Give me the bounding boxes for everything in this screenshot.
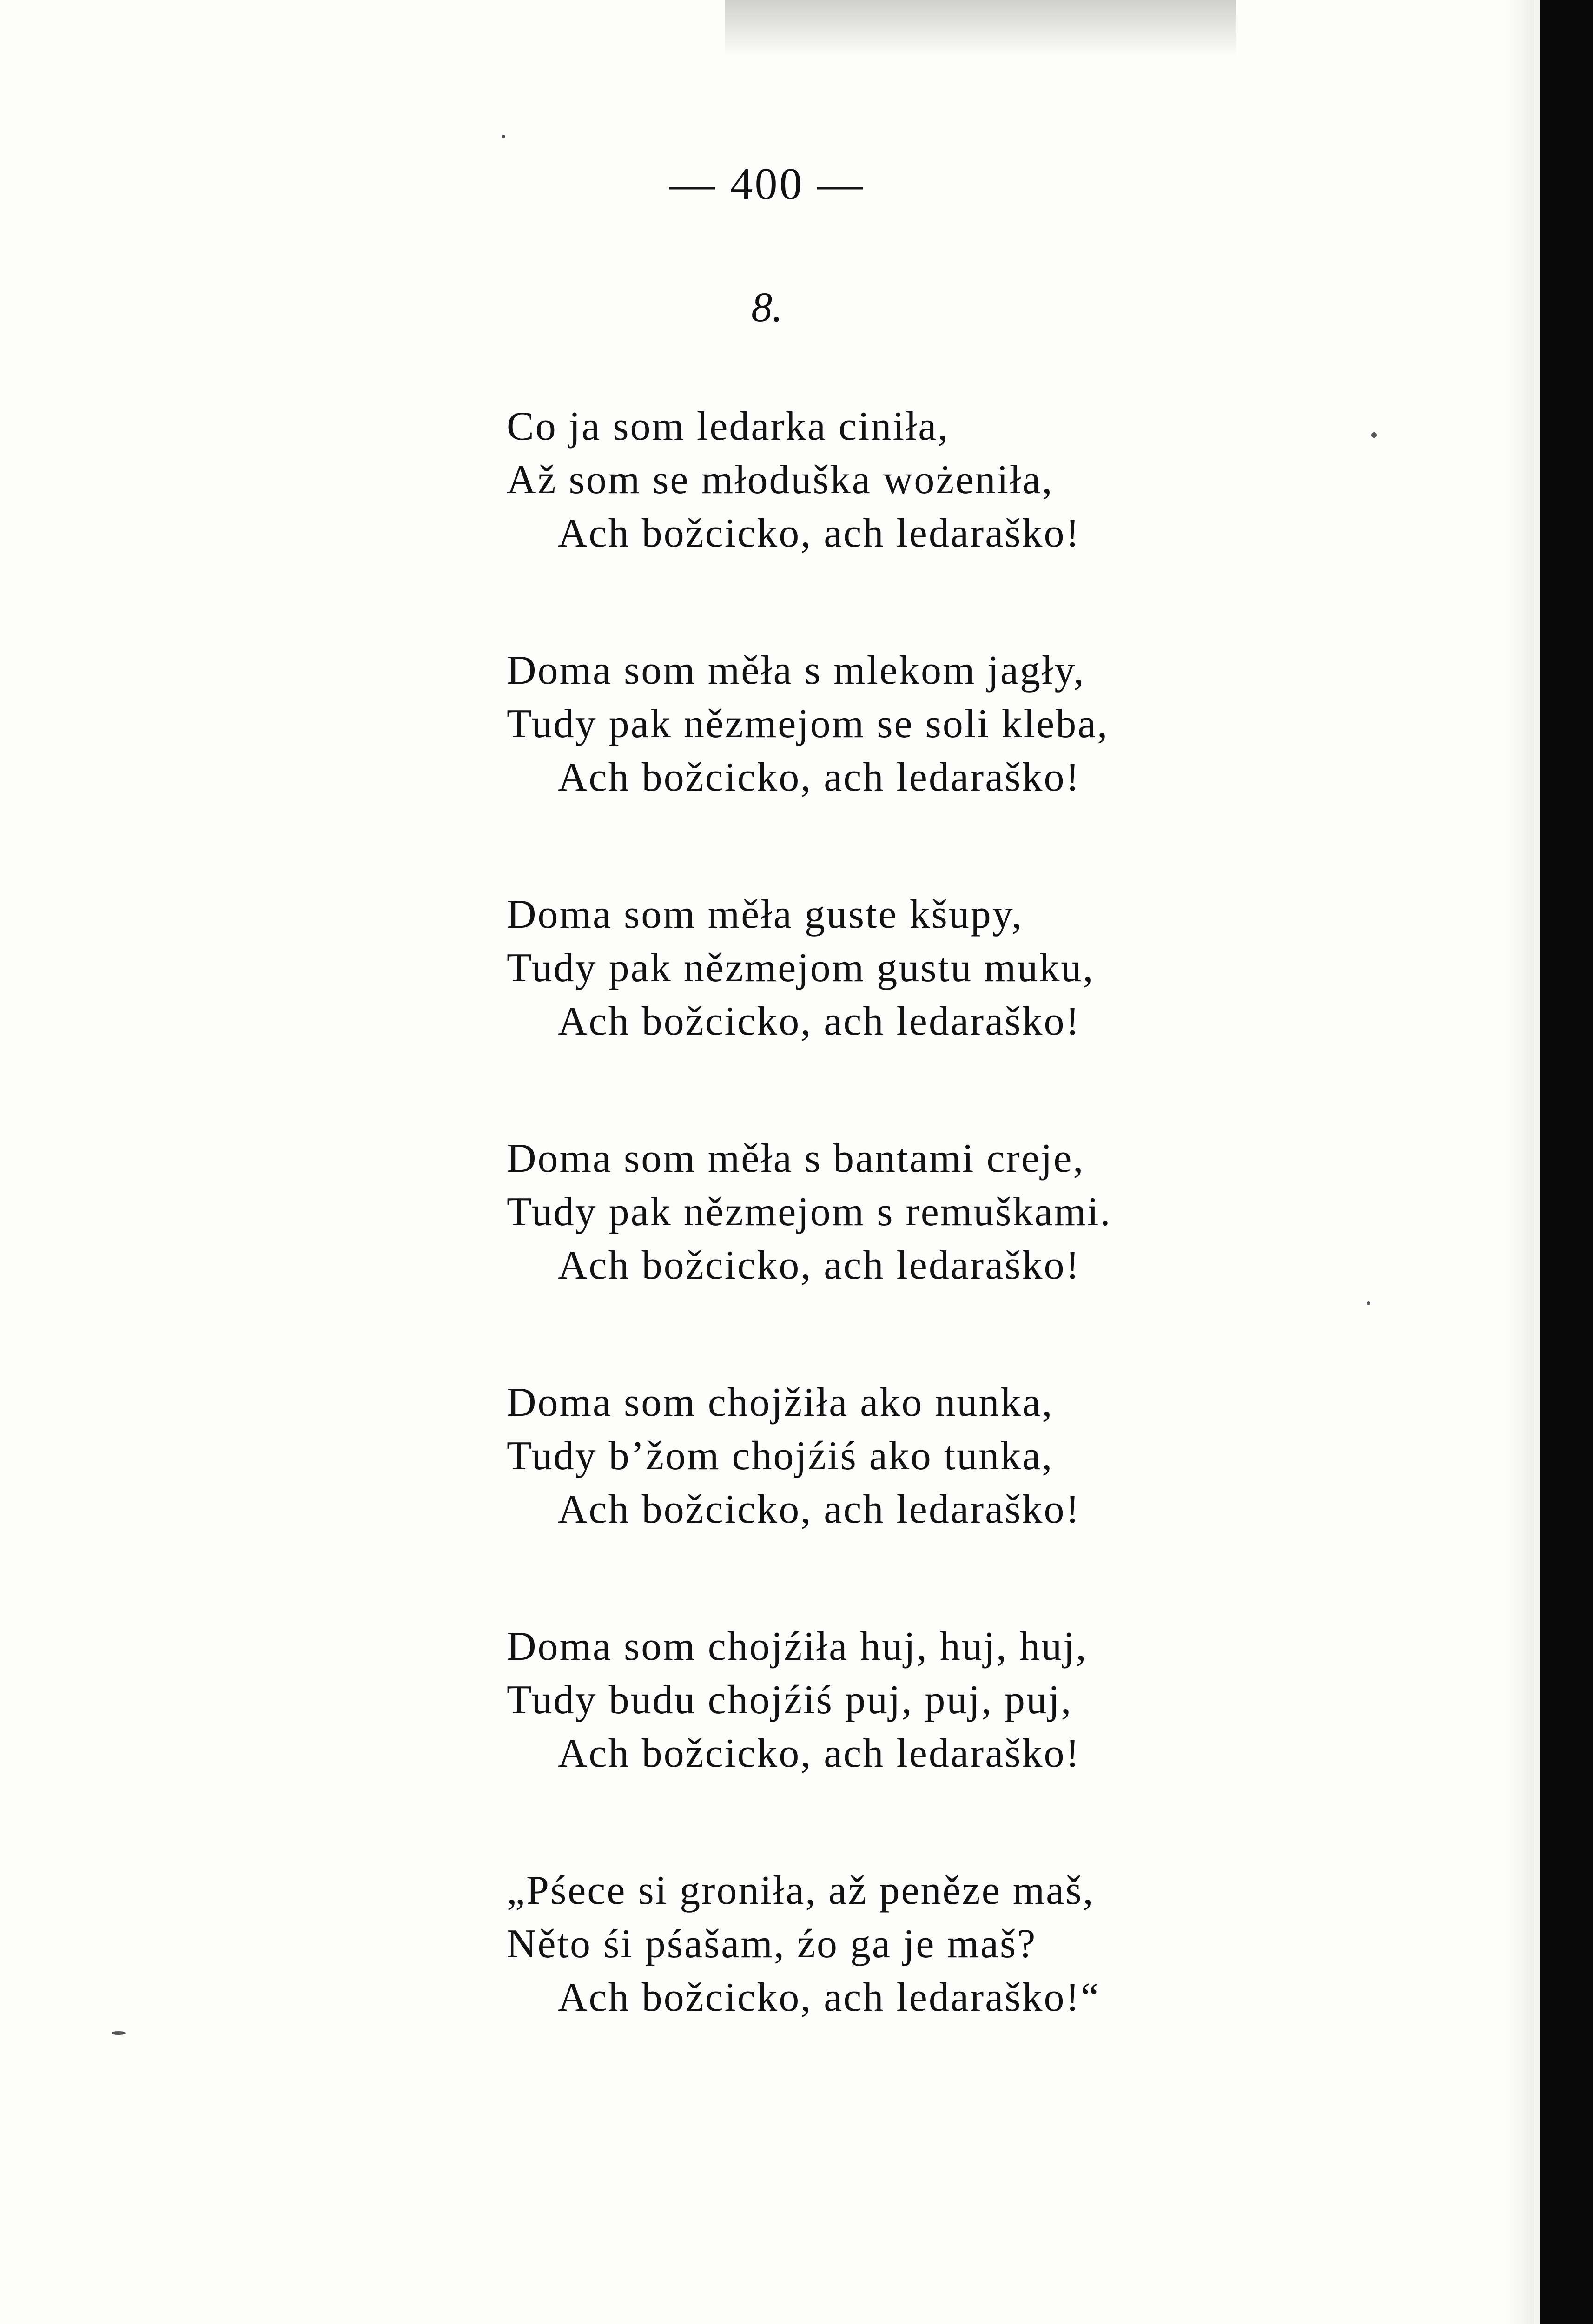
scan-shadow [725,0,1236,56]
stanza-1 [507,400,1506,560]
stanza-4 [507,1132,1506,1292]
refrain-line: Ach božcicko, ach ledaraško! [558,1243,1081,1288]
page-gutter [1506,0,1534,2324]
poem-number: 8. [751,284,783,330]
refrain-line: Ach božcicko, ach ledaraško! [558,511,1081,556]
refrain-line: Ach božcicko, ach ledaraško! [558,999,1081,1044]
stanza-2 [507,644,1506,804]
stanza-7 [507,1864,1506,2024]
verse-line: Doma som měła s mlekom jagły, [507,648,1085,693]
refrain-line: Ach božcicko, ach ledaraško! [558,1487,1081,1532]
verse-line: Doma som měła s bantami creje, [507,1136,1085,1181]
verse-line: Doma som chojźiła huj, huj, huj, [507,1624,1088,1669]
verse-line: Co ja som ledarka ciniła, [507,404,950,449]
refrain-line: Ach božcicko, ach ledaraško! [558,755,1081,800]
stanza-3 [507,888,1506,1048]
verse-line: Až som se młoduška wożeniła, [507,457,1054,502]
verse-line: Něto śi pśašam, źo ga je maš? [507,1921,1037,1967]
stanza-5 [507,1376,1506,1536]
page-number: — 400 — [669,159,865,209]
verse-line: Doma som měła guste kšupy, [507,892,1024,937]
verse-line: Tudy pak nězmejom gustu muku, [507,945,1095,990]
verse-line: Tudy pak nězmejom s remuškami. [507,1189,1112,1235]
scan-speck [112,2031,126,2035]
scan-speck [1367,1301,1370,1305]
page-edge [1534,0,1540,2324]
verse-line: „Pśece si groniła, až peněze maš, [507,1868,1095,1913]
verse-line: Tudy budu chojźiś puj, puj, puj, [507,1677,1073,1723]
verse-line: Tudy pak nězmejom se soli kleba, [507,701,1109,746]
verse-line: Doma som chojžiła ako nunka, [507,1380,1054,1425]
refrain-line: Ach božcicko, ach ledaraško! [558,1731,1081,1776]
stanza-6 [507,1620,1506,1780]
scan-speck [1371,432,1377,438]
scan-speck [502,135,505,138]
poem-text [507,400,1506,2108]
verse-line: Tudy b’žom chojźiś ako tunka, [507,1433,1054,1479]
refrain-line: Ach božcicko, ach ledaraško!“ [558,1975,1100,2020]
